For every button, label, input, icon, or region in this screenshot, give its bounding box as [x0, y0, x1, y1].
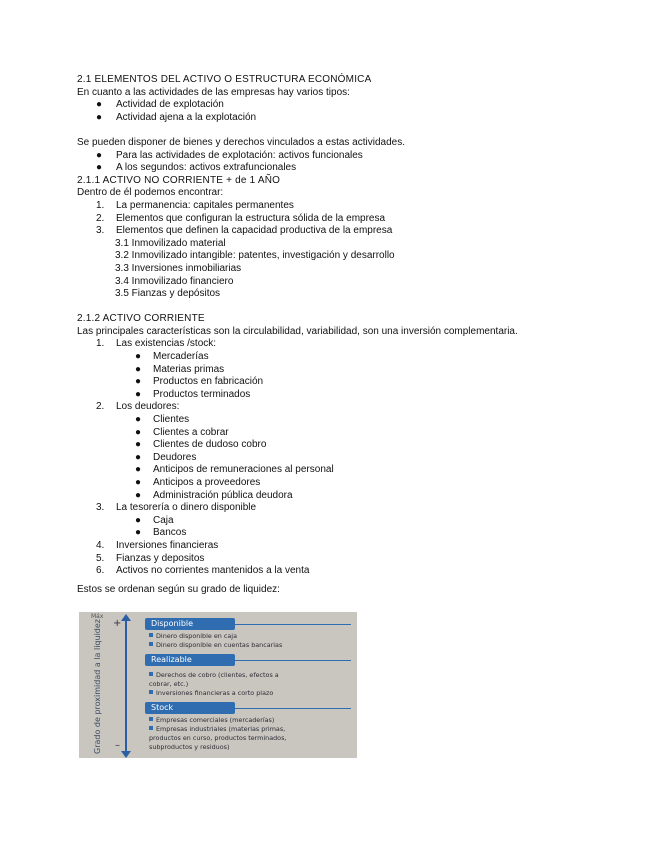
- intro-text: En cuanto a las actividades de las empresas hay varios tipos:: [77, 86, 350, 98]
- figure-item: cobrar, etc.): [149, 680, 189, 688]
- list-item: ● Clientes a cobrar: [135, 426, 229, 438]
- list-item: 3. Elementos que definen la capacidad productiva de la empresa: [96, 225, 393, 237]
- bullet-icon: ●: [135, 527, 142, 539]
- sub-item: 3.5 Fianzas y depósitos: [115, 288, 221, 300]
- list-item: ● Deudores: [135, 451, 197, 463]
- list-item: ● A los segundos: activos extrafuncionales: [96, 162, 297, 174]
- sub-item: 3.1 Inmovilizado material: [115, 237, 226, 249]
- plus-sign: +: [113, 618, 122, 629]
- list-item: ● Clientes: [135, 414, 190, 426]
- bullet-icon: ●: [135, 464, 142, 476]
- heading-2-1: 2.1 ELEMENTOS DEL ACTIVO O ESTRUCTURA ECONÓMICA: [77, 74, 372, 85]
- bullet-icon: ●: [135, 514, 142, 526]
- figure-item: productos en curso, productos terminados,: [149, 734, 287, 742]
- figure-item: Empresas comerciales (mercaderías): [149, 716, 274, 724]
- bullet-icon: ●: [135, 477, 142, 488]
- list-item: ● Actividad de explotación: [96, 99, 224, 111]
- sub-item: 3.3 Inversiones inmobiliarias: [115, 262, 242, 274]
- c-intro: Las principales características son la circulabilidad, variabilidad, son una inversión complementaria.: [77, 325, 518, 337]
- list-item: ● Caja: [135, 514, 174, 526]
- list-item: 1. La permanencia: capitales permanentes: [96, 199, 294, 211]
- list-item: ● Bancos: [135, 527, 187, 539]
- list-item: ● Actividad ajena a la explotación: [96, 111, 257, 123]
- list-item: ● Para las actividades de explotación: activos funcionales: [96, 149, 363, 161]
- list-item: 2. Los deudores:: [96, 401, 180, 413]
- square-bullet-icon: [149, 717, 153, 721]
- list-item: ● Productos en fabricación: [135, 376, 264, 388]
- minus-sign: –: [115, 740, 120, 751]
- figure-item: Derechos de cobro (clientes, efectos a: [149, 671, 279, 679]
- list-item: 1. Las existencias /stock:: [96, 338, 217, 350]
- figure-item: Empresas industriales (materias primas,: [149, 725, 285, 733]
- list-item: 4. Inversiones financieras: [96, 539, 219, 551]
- square-bullet-icon: [149, 642, 153, 646]
- figure-item: Dinero disponible en caja: [149, 632, 237, 640]
- figure-item: Inversiones financieras a corto plazo: [149, 689, 273, 697]
- liquidity-arrow-icon: [125, 618, 127, 754]
- divider: [229, 624, 351, 625]
- sub-item: 3.2 Inmovilizado intangible: patentes, investigación y desarrollo: [115, 250, 395, 262]
- list-item: ● Administración pública deudora: [135, 489, 293, 501]
- list-item: 6. Activos no corrientes mantenidos a la venta: [96, 565, 310, 577]
- list-item: 5. Fianzas y depositos: [96, 552, 205, 564]
- square-bullet-icon: [149, 672, 153, 676]
- figure-top-label: Máx: [91, 613, 104, 620]
- bullet-icon: ●: [96, 162, 103, 174]
- bullet-icon: ●: [135, 426, 142, 438]
- category-disponible: Disponible: [145, 618, 235, 630]
- figure-item: Dinero disponible en cuentas bancarias: [149, 641, 282, 649]
- bullet-icon: ●: [135, 376, 142, 388]
- figure-item: subproductos y residuos): [149, 743, 230, 751]
- rights-intro: Se pueden disponer de bienes y derechos vinculados a estas actividades.: [77, 136, 405, 148]
- document-page: [77, 74, 617, 596]
- bullet-icon: ●: [135, 414, 142, 426]
- bullet-icon: ●: [96, 111, 103, 123]
- sub-item: 3.4 Inmovilizado financiero: [115, 275, 234, 287]
- list-item: 2. Elementos que configuran la estructura sólida de la empresa: [96, 212, 386, 224]
- list-item: ● Materias primas: [135, 363, 225, 375]
- order-text: Estos se ordenan según su grado de liquidez:: [77, 583, 280, 595]
- list-item: 3. La tesorería o dinero disponible: [96, 502, 257, 514]
- list-item: ● Clientes de dudoso cobro: [135, 439, 267, 451]
- category-realizable: Realizable: [145, 654, 235, 666]
- category-stock: Stock: [145, 702, 235, 714]
- heading-2-1-2: 2.1.2 ACTIVO CORRIENTE: [77, 313, 205, 325]
- list-item: ● Productos terminados: [135, 388, 251, 400]
- axis-label: Grado de proximidad a la liquidez: [93, 619, 102, 754]
- bullet-icon: ●: [135, 388, 142, 400]
- bullet-icon: ●: [135, 489, 142, 501]
- square-bullet-icon: [149, 633, 153, 637]
- bullet-icon: ●: [135, 363, 142, 375]
- liquidity-figure: [79, 612, 357, 758]
- nc-intro: Dentro de él podemos encontrar:: [77, 187, 224, 199]
- square-bullet-icon: [149, 690, 153, 694]
- square-bullet-icon: [149, 726, 153, 730]
- bullet-icon: ●: [96, 99, 103, 111]
- bullet-icon: ●: [135, 451, 142, 463]
- bullet-icon: ●: [135, 439, 142, 451]
- divider: [229, 660, 351, 661]
- divider: [229, 708, 351, 709]
- heading-2-1-1: 2.1.1 ACTIVO NO CORRIENTE + de 1 AÑO: [77, 174, 281, 186]
- bullet-icon: ●: [96, 149, 103, 161]
- list-item: ● Anticipos a proveedores: [135, 477, 261, 488]
- list-item: ● Anticipos de remuneraciones al personal: [135, 464, 334, 476]
- list-item: ● Mercaderías: [135, 351, 209, 363]
- bullet-icon: ●: [135, 351, 142, 363]
